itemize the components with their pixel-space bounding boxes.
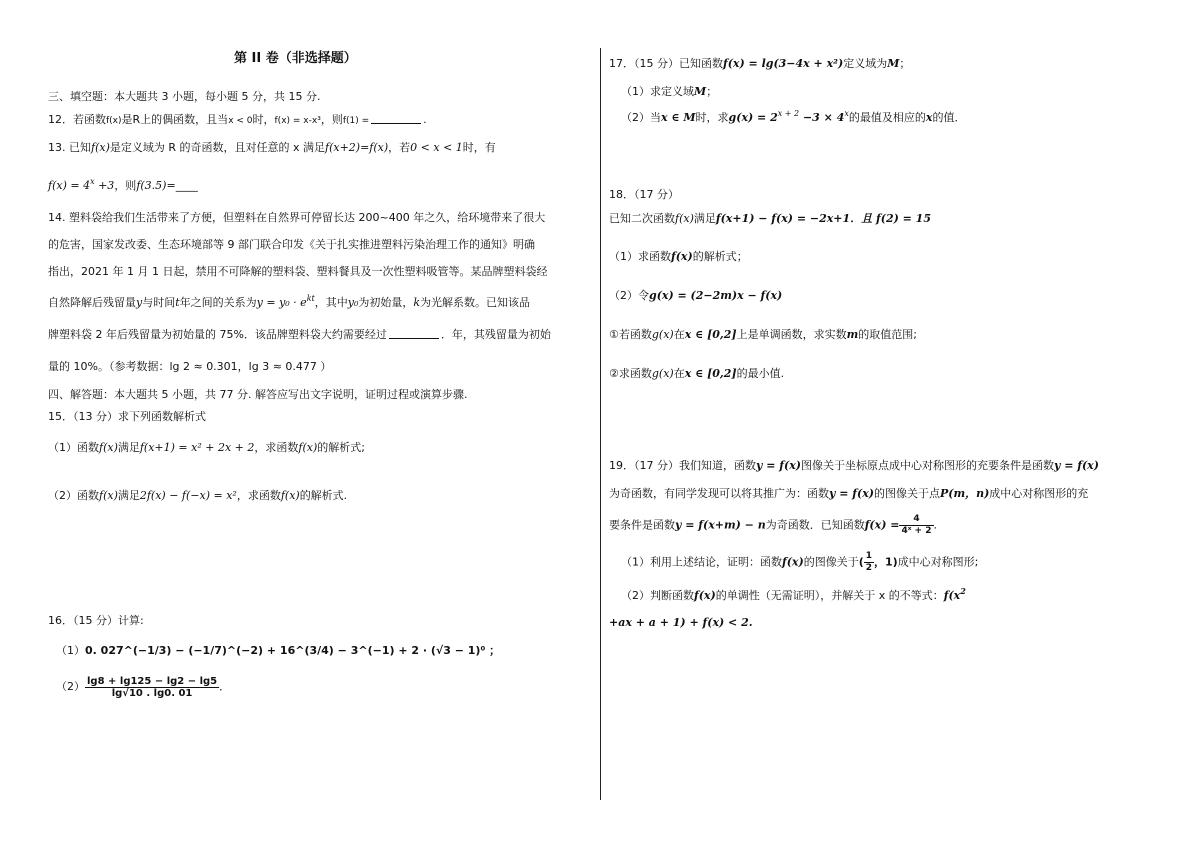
q12-text-c: 时，	[252, 113, 275, 126]
q18-l1-text-b: 满足	[693, 212, 716, 225]
q12-fx: f(x)	[106, 116, 122, 126]
q15-p1-text-c: ，求函数	[254, 441, 299, 454]
q18-s1-text-d: 的取值范围;	[858, 328, 917, 341]
q19-l3-text-a: 要条件是函数	[609, 518, 675, 532]
q17-p2-sup: x + 2	[777, 109, 800, 118]
q14-l4-k: k	[413, 296, 421, 309]
q12-answer-blank[interactable]	[371, 113, 421, 124]
q14-line2: 的危害，国家发改委、生态环境部等 9 部门联合印发《关于扎实推进塑料污染治理工作的通知》明确	[48, 238, 535, 251]
q19-last-line: +ax + a + 1) + f(x) < 2.	[609, 616, 753, 629]
q19-p2-sup: 2	[960, 586, 966, 596]
q19-line1	[609, 459, 1099, 473]
q18-s1-text-b: 在	[673, 328, 685, 341]
q19-p1-paren-open: (	[858, 555, 864, 569]
q19-p1-text-c: 成中心对称图形;	[897, 555, 979, 569]
q19-l2-text-c: 成中心对称图形的充	[989, 487, 1089, 500]
q14-l4-text-f: 为光解系数。已知该品	[420, 296, 531, 309]
q19-p2-f: f(x)	[694, 589, 716, 602]
q19-p1-denominator: 2	[865, 563, 872, 573]
q19-l1-equation: y = f(x)	[756, 459, 801, 472]
q19-l1-text-a: 19．（17 分）我们知道，函数	[609, 459, 756, 472]
q13-fx: f(x)	[91, 141, 110, 154]
q18-p2-text-a: （2）令	[609, 289, 649, 302]
q13-text-d: 时，有	[462, 141, 496, 154]
q18-sub1	[609, 328, 917, 342]
section-title: 第 II 卷（非选择题）	[234, 51, 357, 66]
q18-s2-condition: x ∈ [0,2]	[684, 367, 737, 380]
q19-l3-fraction	[899, 514, 933, 537]
q17-p2-equation2: −3 × 4	[799, 111, 845, 124]
q19-l2-point: P(m，n)	[939, 487, 990, 500]
right-column	[609, 0, 1169, 847]
q12-ask: f(1) =	[342, 116, 370, 126]
q15-p1-text-b: 满足	[117, 441, 140, 454]
q19-l3-denominator: 4ˣ + 2	[901, 526, 932, 536]
q16-p2-numerator: lg8 + lg125 − lg2 − lg5	[87, 675, 218, 687]
q15-p1-f: f(x)	[99, 441, 118, 454]
q14-answer-blank[interactable]	[389, 328, 439, 339]
q17-p2-condition: x ∈ M	[661, 111, 696, 124]
q19-l3-equation: y = f(x+m) − n	[675, 518, 766, 532]
q19-p2-inequality-a: f(x	[943, 589, 961, 602]
q18-p1-f: f(x)	[671, 250, 693, 263]
q18-s2-text-b: 在	[673, 367, 685, 380]
q12-text-d: ，则	[320, 113, 343, 126]
q18-s2-text-a: ②求函数	[609, 367, 652, 380]
q18-part2	[609, 289, 782, 303]
q18-s2-text-c: 的最小值.	[736, 367, 785, 380]
q17-part1	[621, 85, 717, 99]
q17-head-equation: f(x) = lg(3−4x + x²)	[723, 57, 844, 70]
q18-l1-f: f(x)	[675, 212, 694, 225]
q16-p2-label: （2）	[56, 680, 85, 693]
q19-p2-text-a: （2）判断函数	[621, 589, 694, 602]
q15-p2-text-b: 满足	[117, 489, 140, 502]
q14-line1: 14. 塑料袋给我们生活带来了方便，但塑料在自然界可停留长达 200~400 年之久，给环境带来了很大	[48, 211, 546, 224]
q18-l1-equation: f(x+1) − f(x) = −2x+1．且 f(2) = 15	[715, 212, 931, 225]
q15-p2-f: f(x)	[99, 489, 118, 502]
q19-l1-text-b: 图像关于坐标原点成中心对称图形的充要条件是函数	[800, 459, 1054, 472]
q18-p1-text-a: （1）求函数	[609, 250, 671, 263]
q15-part1	[48, 441, 365, 455]
q13-relation: f(x+2)=f(x)	[325, 141, 389, 154]
q16-p2-end: ．	[219, 680, 231, 693]
q13-text-e: ，则	[114, 179, 137, 192]
q16-p1-label: （1）	[56, 644, 85, 657]
q17-p2-text-a: （2）当	[621, 111, 661, 124]
q17-p2-x: x	[925, 111, 933, 124]
q15-p2-equation: 2f(x) − f(−x) = x²	[139, 489, 237, 502]
q19-p1-text-b: 的图像关于	[803, 555, 859, 569]
q19-l1-equation2: y = f(x)	[1053, 459, 1099, 472]
q15-p2-text-c: ，求函数	[236, 489, 281, 502]
q14-l4-y0: y₀	[347, 296, 359, 309]
q15-part2	[48, 489, 347, 503]
q19-l2-equation: y = f(x)	[829, 487, 874, 500]
q18-head: 18．（17 分）	[609, 188, 679, 201]
q14-l4-text-b: 与时间	[142, 296, 176, 309]
q17-p2-text-d: 的值．	[932, 111, 966, 124]
q17-head-text-c: ；	[899, 57, 911, 70]
q17-p1-M: M	[694, 85, 707, 98]
q12-end: .	[423, 113, 427, 126]
q13-ask: f(3.5)=	[136, 179, 176, 192]
q14-l4-text-d: ，其中	[314, 296, 348, 309]
q16-p2-denominator: lg√10 . lg0. 01	[111, 687, 193, 699]
q17-part2	[621, 111, 965, 125]
q15-p1-text-a: （1）函数	[48, 441, 99, 454]
q14-line6: 量的 10%。（参考数据：lg 2 ≈ 0.301，lg 3 ≈ 0.477 ）	[48, 360, 332, 373]
q19-l3-text-b: 为奇函数．已知函数	[765, 518, 865, 532]
q12-text-b: 是R上的偶函数，且当	[121, 113, 229, 126]
q19-line3	[609, 514, 937, 537]
q13-def-b: +3	[94, 179, 115, 192]
q18-sub2	[609, 367, 784, 381]
q13-text-c: ，若	[388, 141, 411, 154]
q19-p1-text-a: （1）利用上述结论，证明：函数	[621, 555, 782, 569]
q19-p1-paren-close: ，1)	[874, 555, 898, 569]
q19-part1	[621, 551, 978, 574]
part4-header: 四、解答题：本大题共 5 小题，共 77 分. 解答应写出文字说明，证明过程或演算步骤.	[48, 388, 468, 401]
q17-p2-equation: g(x) = 2	[728, 111, 778, 124]
q19-l3-end: .	[933, 518, 937, 532]
q19-p1-f: f(x)	[782, 555, 804, 569]
q17-p1-text: （1）求定义域	[621, 85, 694, 98]
q14-line3: 指出，2021 年 1 月 1 日起，禁用不可降解的塑料袋、塑料餐具及一次性塑料吸管等。某品牌塑料袋经	[48, 265, 548, 278]
q18-s1-g: g(x)	[651, 328, 674, 341]
question-12	[48, 113, 427, 128]
q18-part1	[609, 250, 748, 264]
q12-cond: x < 0	[228, 116, 253, 126]
q18-p1-text-b: 的解析式；	[692, 250, 748, 263]
q14-line4	[48, 296, 530, 310]
q16-p1-expression: 0. 027^(−1/3) − (−1/7)^(−2) + 16^(3/4) − 3^(−1) + 2 · (√3 − 1)⁰ ；	[85, 644, 501, 657]
q18-s1-text-a: ①若函数	[609, 328, 652, 341]
q18-s1-m: m	[846, 328, 859, 341]
q14-l4-text-c: 年之间的关系为	[179, 296, 257, 309]
q17-head-text-a: 17．（15 分）已知函数	[609, 57, 723, 70]
q14-l5-text-a: 牌塑料袋 2 年后残留量为初始量的 75%．该品牌塑料袋大约需要经过	[48, 328, 387, 341]
q17-p2-text-c: 的最值及相应的	[848, 111, 926, 124]
question-13-line2	[48, 179, 198, 193]
q14-line5	[48, 328, 551, 342]
q18-l1-text-a: 已知二次函数	[609, 212, 675, 225]
q15-p1-f2: f(x)	[298, 441, 318, 454]
q19-line2	[609, 487, 1088, 501]
q14-l4-t: t	[175, 296, 180, 309]
q19-part2	[621, 586, 966, 603]
column-divider	[600, 48, 601, 800]
q13-answer-blank[interactable]: ____	[175, 179, 198, 192]
q18-s1-condition: x ∈ [0,2]	[684, 328, 737, 341]
q18-p2-equation: g(x) = (2−2m)x − f(x)	[649, 289, 783, 302]
q17-p2-text-b: 时，求	[695, 111, 729, 124]
q19-l2-text-a: 为奇函数，有同学发现可以将其推广为：函数	[609, 487, 829, 500]
q15-p2-f2: f(x)	[280, 489, 300, 502]
q19-l2-text-b: 的图像关于点	[873, 487, 940, 500]
q17-head	[609, 57, 910, 71]
q19-l3-numerator: 4	[899, 514, 933, 526]
q14-l4-equation: y = y₀ · e	[256, 296, 307, 309]
question-13-line1	[48, 141, 496, 155]
q16-head: 16．（15 分）计算:	[48, 614, 144, 627]
q14-l4-text-e: 为初始量，	[358, 296, 414, 309]
q12-text-a: 12．若函数	[48, 113, 106, 126]
q17-head-text-b: 定义域为	[843, 57, 888, 70]
q17-head-M: M	[887, 57, 900, 70]
q15-p1-equation: f(x+1) = x² + 2x + 2	[139, 441, 255, 454]
q16-p2-fraction	[85, 676, 219, 699]
q19-l3-f: f(x) =	[864, 518, 900, 532]
q16-part1	[56, 644, 500, 658]
q18-s2-g: g(x)	[651, 367, 674, 380]
q12-expr: f(x) = x-x³	[274, 116, 321, 126]
q19-p2-text-b: 的单调性（无需证明），并解关于 x 的不等式：	[715, 589, 944, 602]
q14-l4-text-a: 自然降解后残留量	[48, 296, 136, 309]
q13-def-a: f(x) = 4	[48, 179, 91, 192]
q14-l5-text-b: ．年，其残留量为初始	[440, 328, 551, 341]
q18-line1	[609, 212, 931, 226]
q19-p1-numerator: 1	[865, 551, 872, 561]
q17-p1-end: ；	[706, 85, 718, 98]
q14-l4-sup: kt	[306, 294, 315, 303]
q17-p2-sup2: x	[844, 109, 849, 118]
left-column	[48, 0, 596, 847]
q13-text-b: 是定义域为 R 的奇函数，且对任意的 x 满足	[109, 141, 325, 154]
q13-def-sup: x	[90, 177, 95, 186]
q15-head: 15．（13 分）求下列函数解析式	[48, 410, 206, 423]
q13-cond: 0 < x < 1	[410, 141, 463, 154]
part3-header: 三、填空题：本大题共 3 小题，每小题 5 分，共 15 分.	[48, 90, 321, 103]
q18-s1-text-c: 上是单调函数，求实数	[736, 328, 847, 341]
q15-p1-text-d: 的解析式;	[317, 441, 365, 454]
q14-l4-y: y	[136, 296, 143, 309]
q16-part2	[56, 672, 230, 702]
q13-text-a: 13. 已知	[48, 141, 91, 154]
q19-p1-fraction	[864, 551, 874, 574]
q15-p2-text-d: 的解析式.	[299, 489, 348, 502]
q15-p2-text-a: （2）函数	[48, 489, 99, 502]
